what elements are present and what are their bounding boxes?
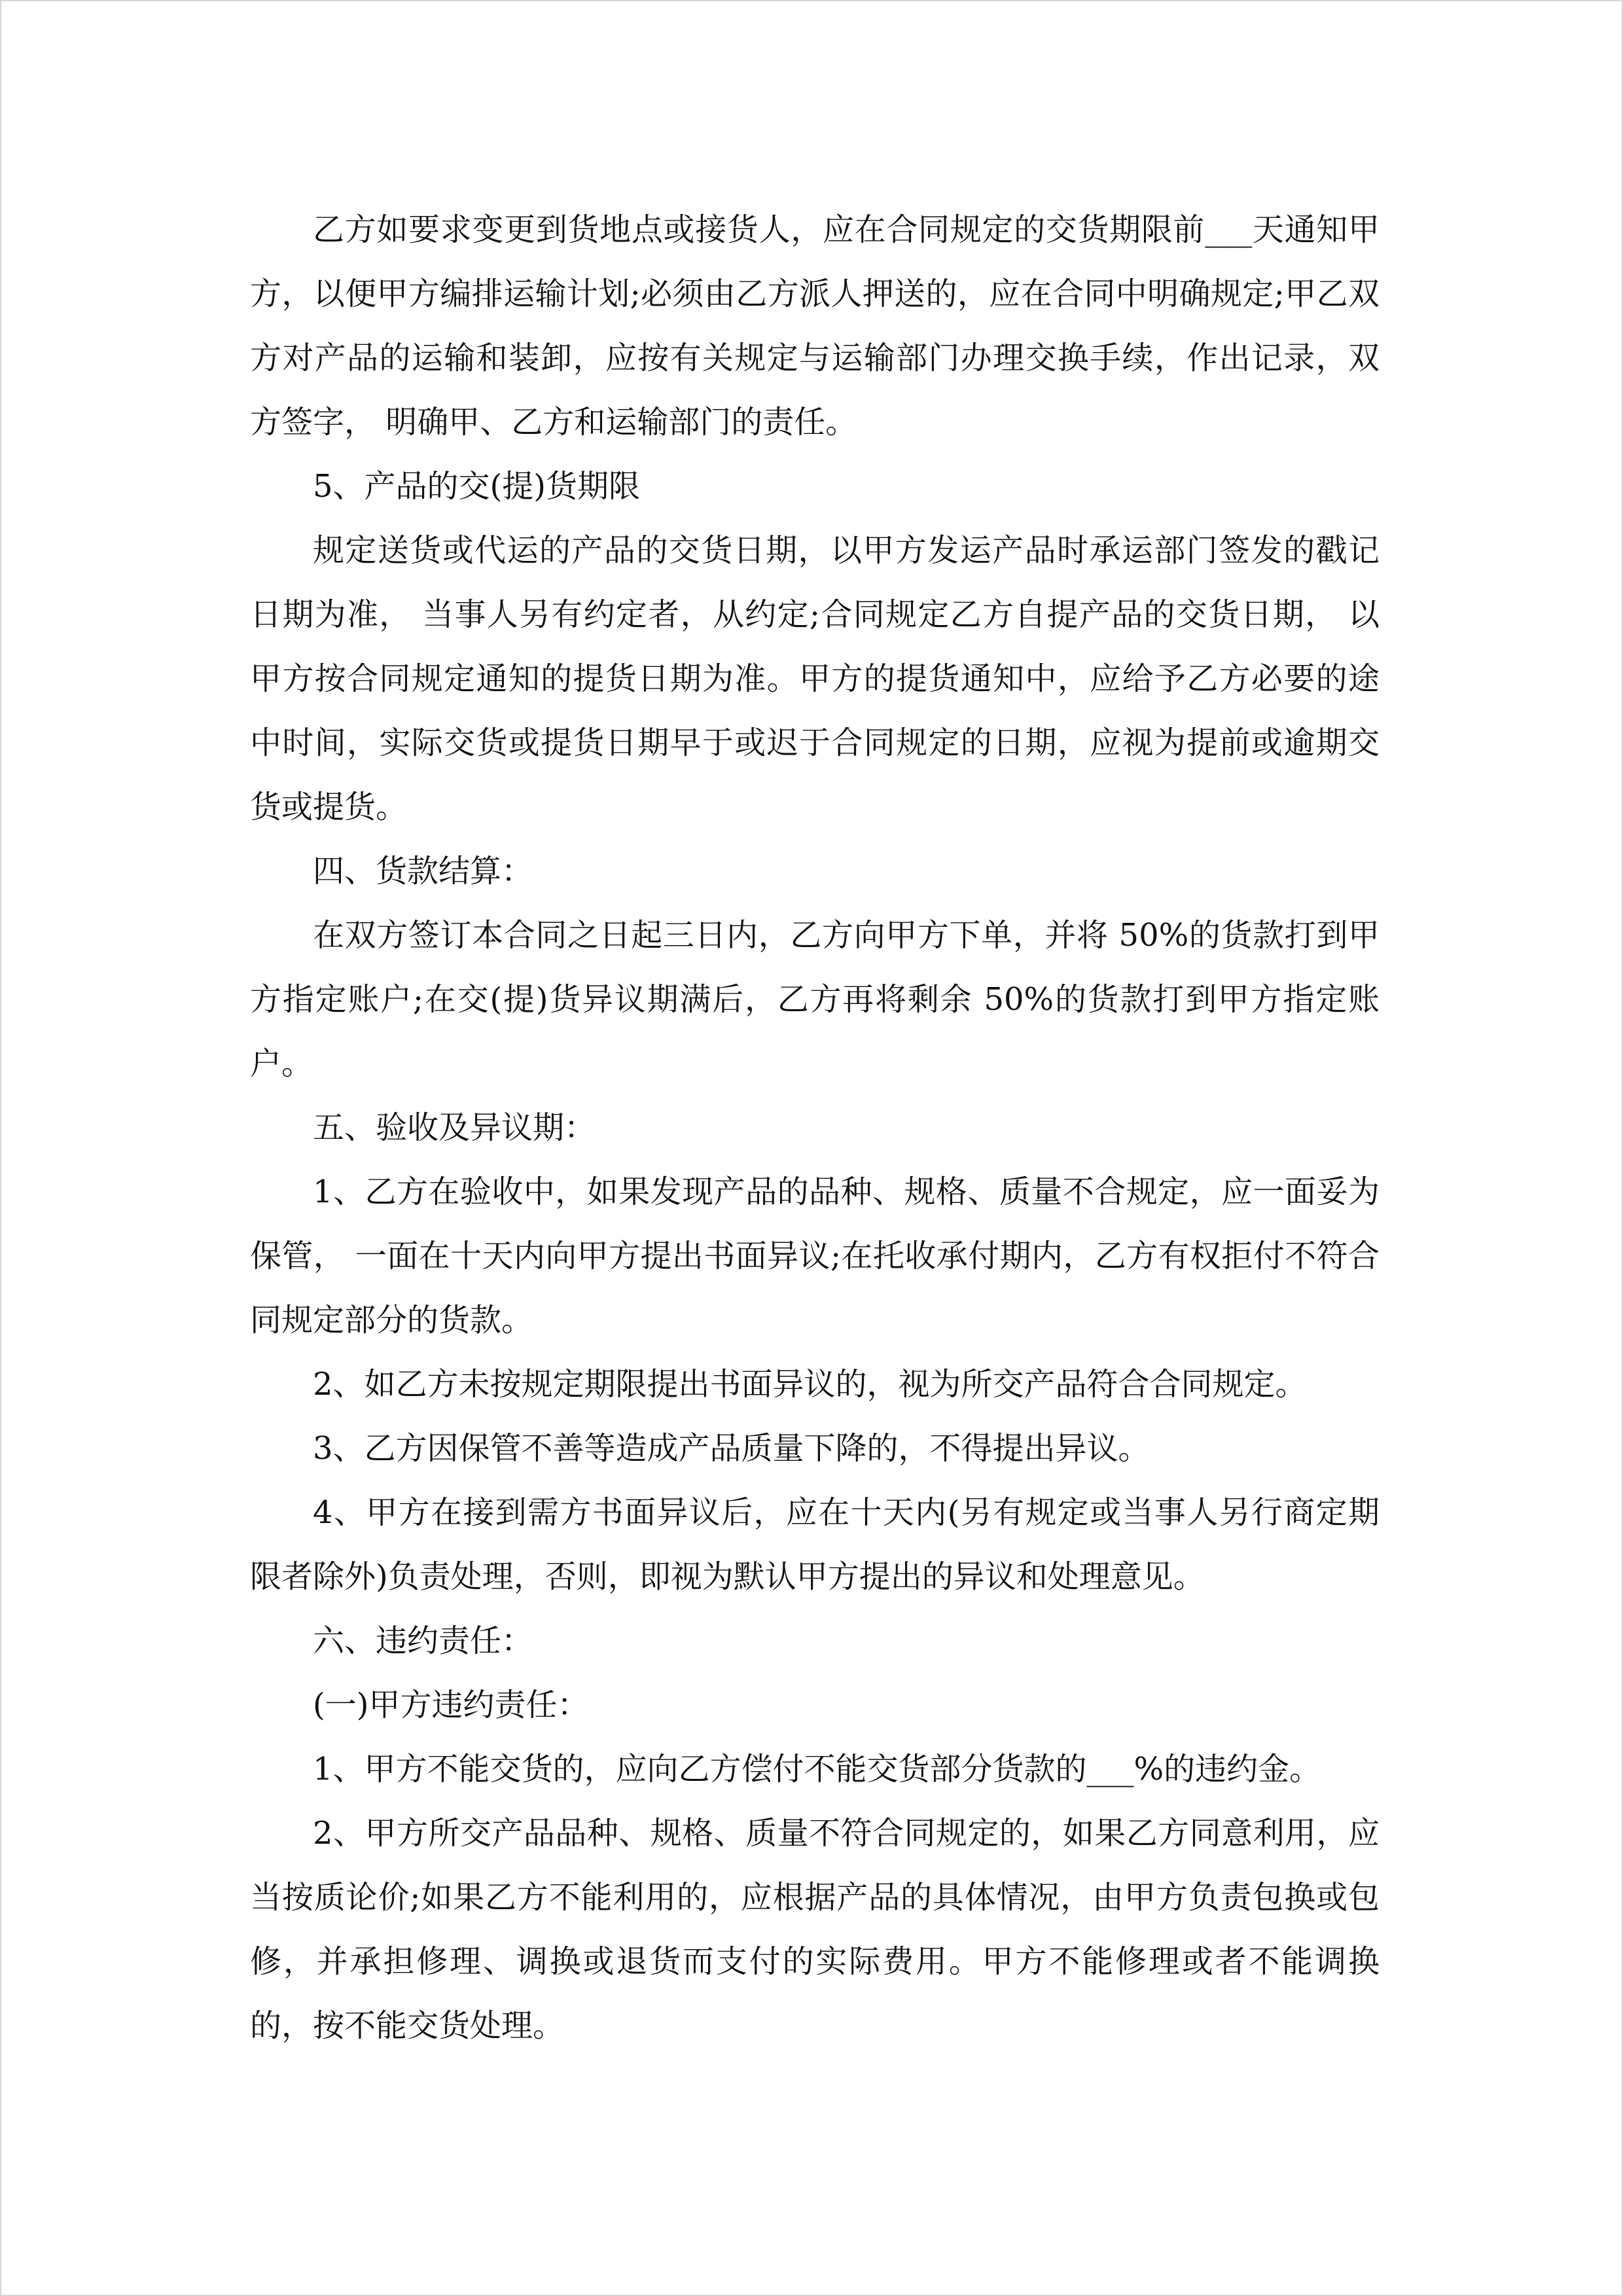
clause-inspection-1: 1、乙方在验收中，如果发现产品的品种、规格、质量不合规定，应一面妥为保管， 一面在十天内向甲方提出书面异议;在托收承付期内，乙方有权拒付不符合同规定部分的货款。: [250, 1174, 1380, 1338]
clause-inspection-2: 2、如乙方未按规定期限提出书面异议的，视为所交产品符合合同规定。: [313, 1366, 1307, 1403]
clause-inspection-4: 4、甲方在接到需方书面异议后，应在十天内(另有规定或当事人另行商定期限者除外)负责处理，否则，即视为默认甲方提出的异议和处理意见。: [250, 1494, 1380, 1595]
contract-text-body: [250, 198, 1380, 2058]
clause-delivery-change: 乙方如要求变更到货地点或接货人，应在合同规定的交货期限前___天通知甲方，以便甲方编排运输计划;必须由乙方派人押送的，应在合同中明确规定;甲乙双方对产品的运输和装卸，应按有关规定与运输部门办理交换手续，作出记录，双方签字， 明确甲、乙方和运输部门的责任。: [250, 211, 1380, 440]
heading-clause-5-delivery-deadline: 5、产品的交(提)货期限: [313, 468, 640, 505]
clause-breach-1: 1、甲方不能交货的，应向乙方偿付不能交货部分货款的___%的违约金。: [313, 1751, 1321, 1787]
clause-breach-2: 2、甲方所交产品品种、规格、质量不符合同规定的，如果乙方同意利用，应当按质论价;如果乙方不能利用的，应根据产品的具体情况，由甲方负责包换或包修，并承担修理、调换或退货而支付的实际费用。甲方不能修理或者不能调换的，按不能交货处理。: [250, 1815, 1380, 2044]
heading-section-4-payment: 四、货款结算：: [313, 853, 533, 889]
clause-inspection-3: 3、乙方因保管不善等造成产品质量下降的，不得提出异议。: [313, 1430, 1150, 1467]
heading-section-5-inspection: 五、验收及异议期：: [313, 1109, 596, 1146]
clause-delivery-deadline-body: 规定送货或代运的产品的交货日期，以甲方发运产品时承运部门签发的戳记日期为准， 当事人另有约定者，从约定;合同规定乙方自提产品的交货日期， 以甲方按合同规定通知的提货日期为准。甲方的提货通知中，应给予乙方必要的途中时间，实际交货或提货日期早于或迟于合同规定的日期，应视为提前或逾期交货或提货。: [250, 532, 1380, 825]
clause-payment-body: 在双方签订本合同之日起三日内，乙方向甲方下单，并将 50%的货款打到甲方指定账户;在交(提)货异议期满后，乙方再将剩余 50%的货款打到甲方指定账户。: [250, 917, 1380, 1082]
heading-party-a-breach: (一)甲方违约责任：: [313, 1687, 589, 1723]
heading-section-6-breach: 六、违约责任：: [313, 1623, 533, 1659]
